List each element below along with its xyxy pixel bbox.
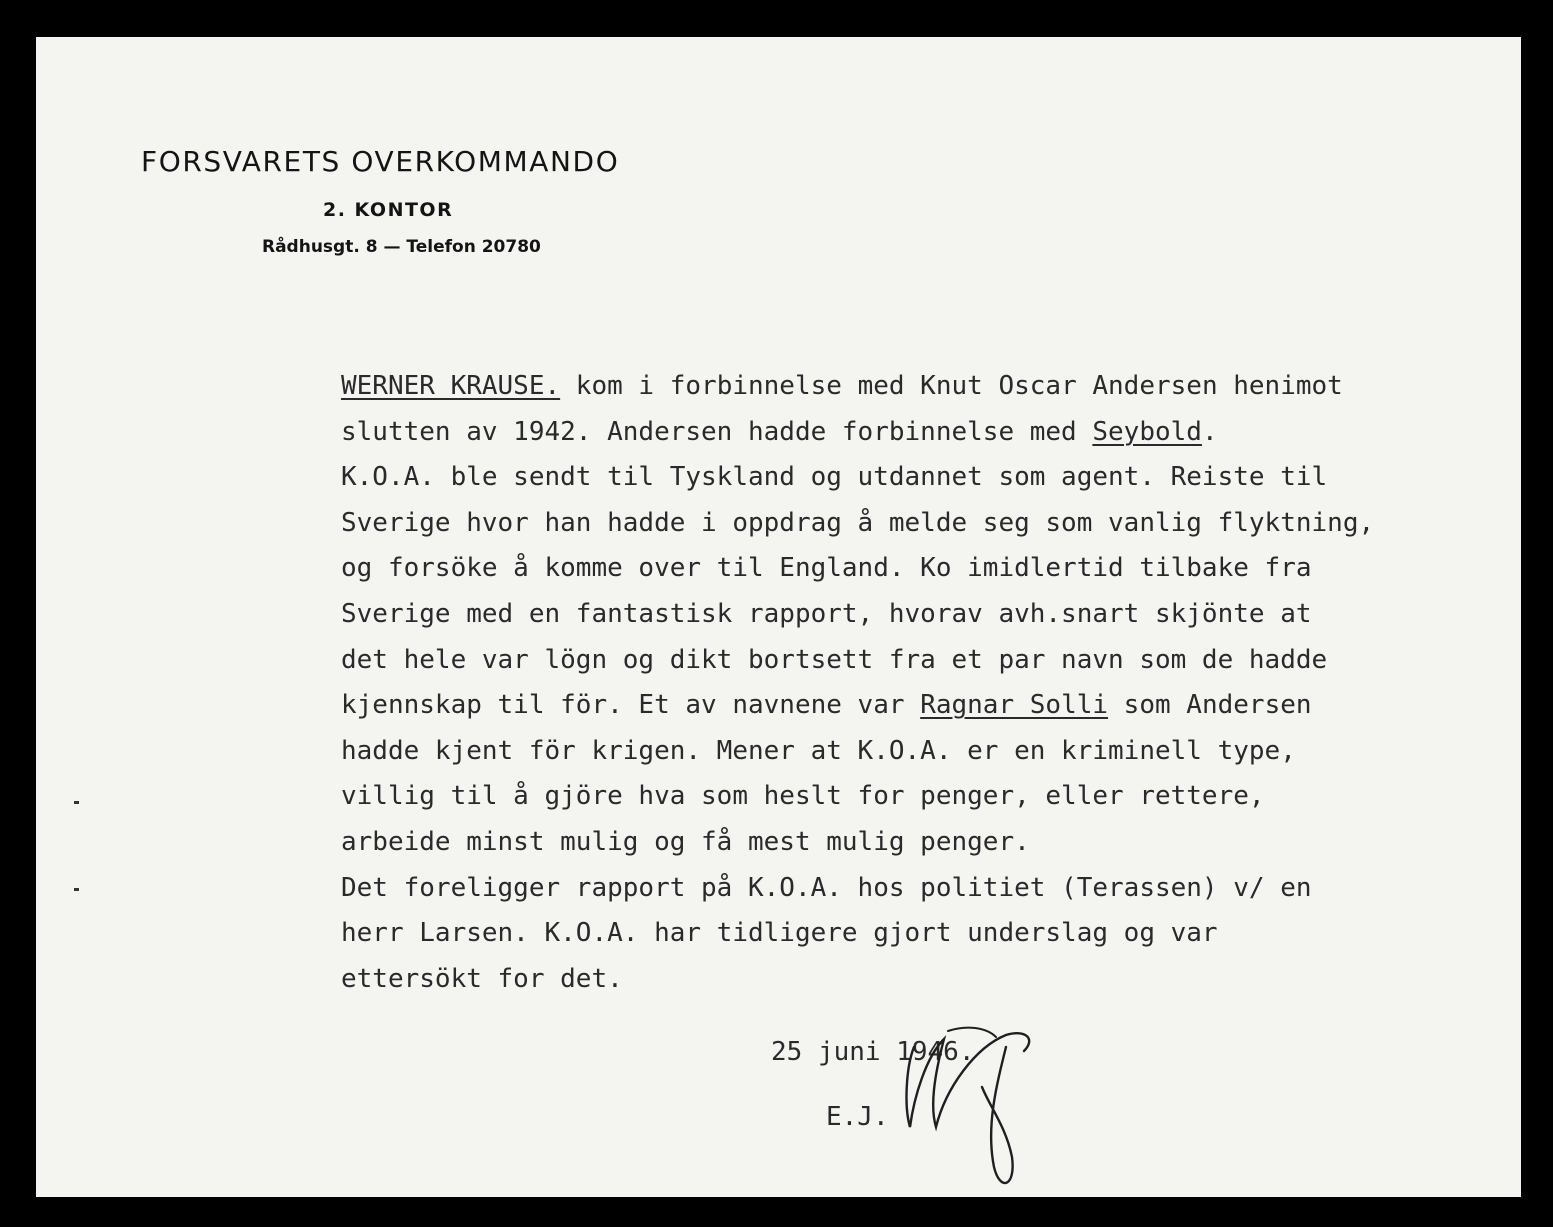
body-line-14: ettersökt for det.	[341, 963, 623, 994]
body-line-5: og forsöke å komme over til England. Ko imidlertid tilbake fra	[341, 553, 1312, 584]
body-line-8: kjennskap til för. Et av navnene var Ragnar Solli som Andersen	[341, 690, 1312, 721]
body-line-13: herr Larsen. K.O.A. har tidligere gjort underslag og var	[341, 918, 1218, 949]
body-line-6: Sverige med en fantastisk rapport, hvorav avh.snart skjönte at	[341, 598, 1312, 629]
body-line-12: Det foreligger rapport på K.O.A. hos politiet (Terassen) v/ en	[341, 872, 1312, 903]
document-page	[36, 37, 1521, 1197]
handwritten-signature	[886, 1017, 1046, 1197]
date-line: 25 juni 1946.	[771, 1037, 975, 1067]
name-ragnar-solli: Ragnar Solli	[920, 690, 1109, 721]
initials: E.J.	[826, 1102, 889, 1132]
margin-mark	[74, 801, 79, 804]
body-line-11: arbeide minst mulig og få mest mulig penger.	[341, 826, 1030, 857]
body-line-10: villig til å gjöre hva som heslt for penger, eller rettere,	[341, 781, 1265, 812]
letterhead-office: 2. KONTOR	[323, 199, 454, 221]
body-line-7: det hele var lögn og dikt bortsett fra et par navn som de hadde	[341, 644, 1328, 675]
body-line-4: Sverige hvor han hadde i oppdrag å melde seg som vanlig flyktning,	[341, 507, 1375, 538]
body-line-1: WERNER KRAUSE. kom i forbinnelse med Knut Oscar Andersen henimot	[341, 371, 1343, 401]
body-line-3: K.O.A. ble sendt til Tyskland og utdannet som agent. Reiste til	[341, 462, 1328, 493]
body-line-9: hadde kjent för krigen. Mener at K.O.A. er en kriminell type,	[341, 735, 1296, 766]
subject-name: WERNER KRAUSE.	[341, 371, 561, 401]
body-line-2: slutten av 1942. Andersen hadde forbinnelse med Seybold.	[341, 416, 1218, 447]
letter-body	[341, 364, 1516, 1002]
margin-mark	[74, 888, 79, 891]
letterhead-address: Rådhusgt. 8 — Telefon 20780	[262, 237, 541, 257]
letterhead-organization: FORSVARETS OVERKOMMANDO	[141, 145, 620, 178]
name-seybold: Seybold	[1092, 416, 1202, 447]
